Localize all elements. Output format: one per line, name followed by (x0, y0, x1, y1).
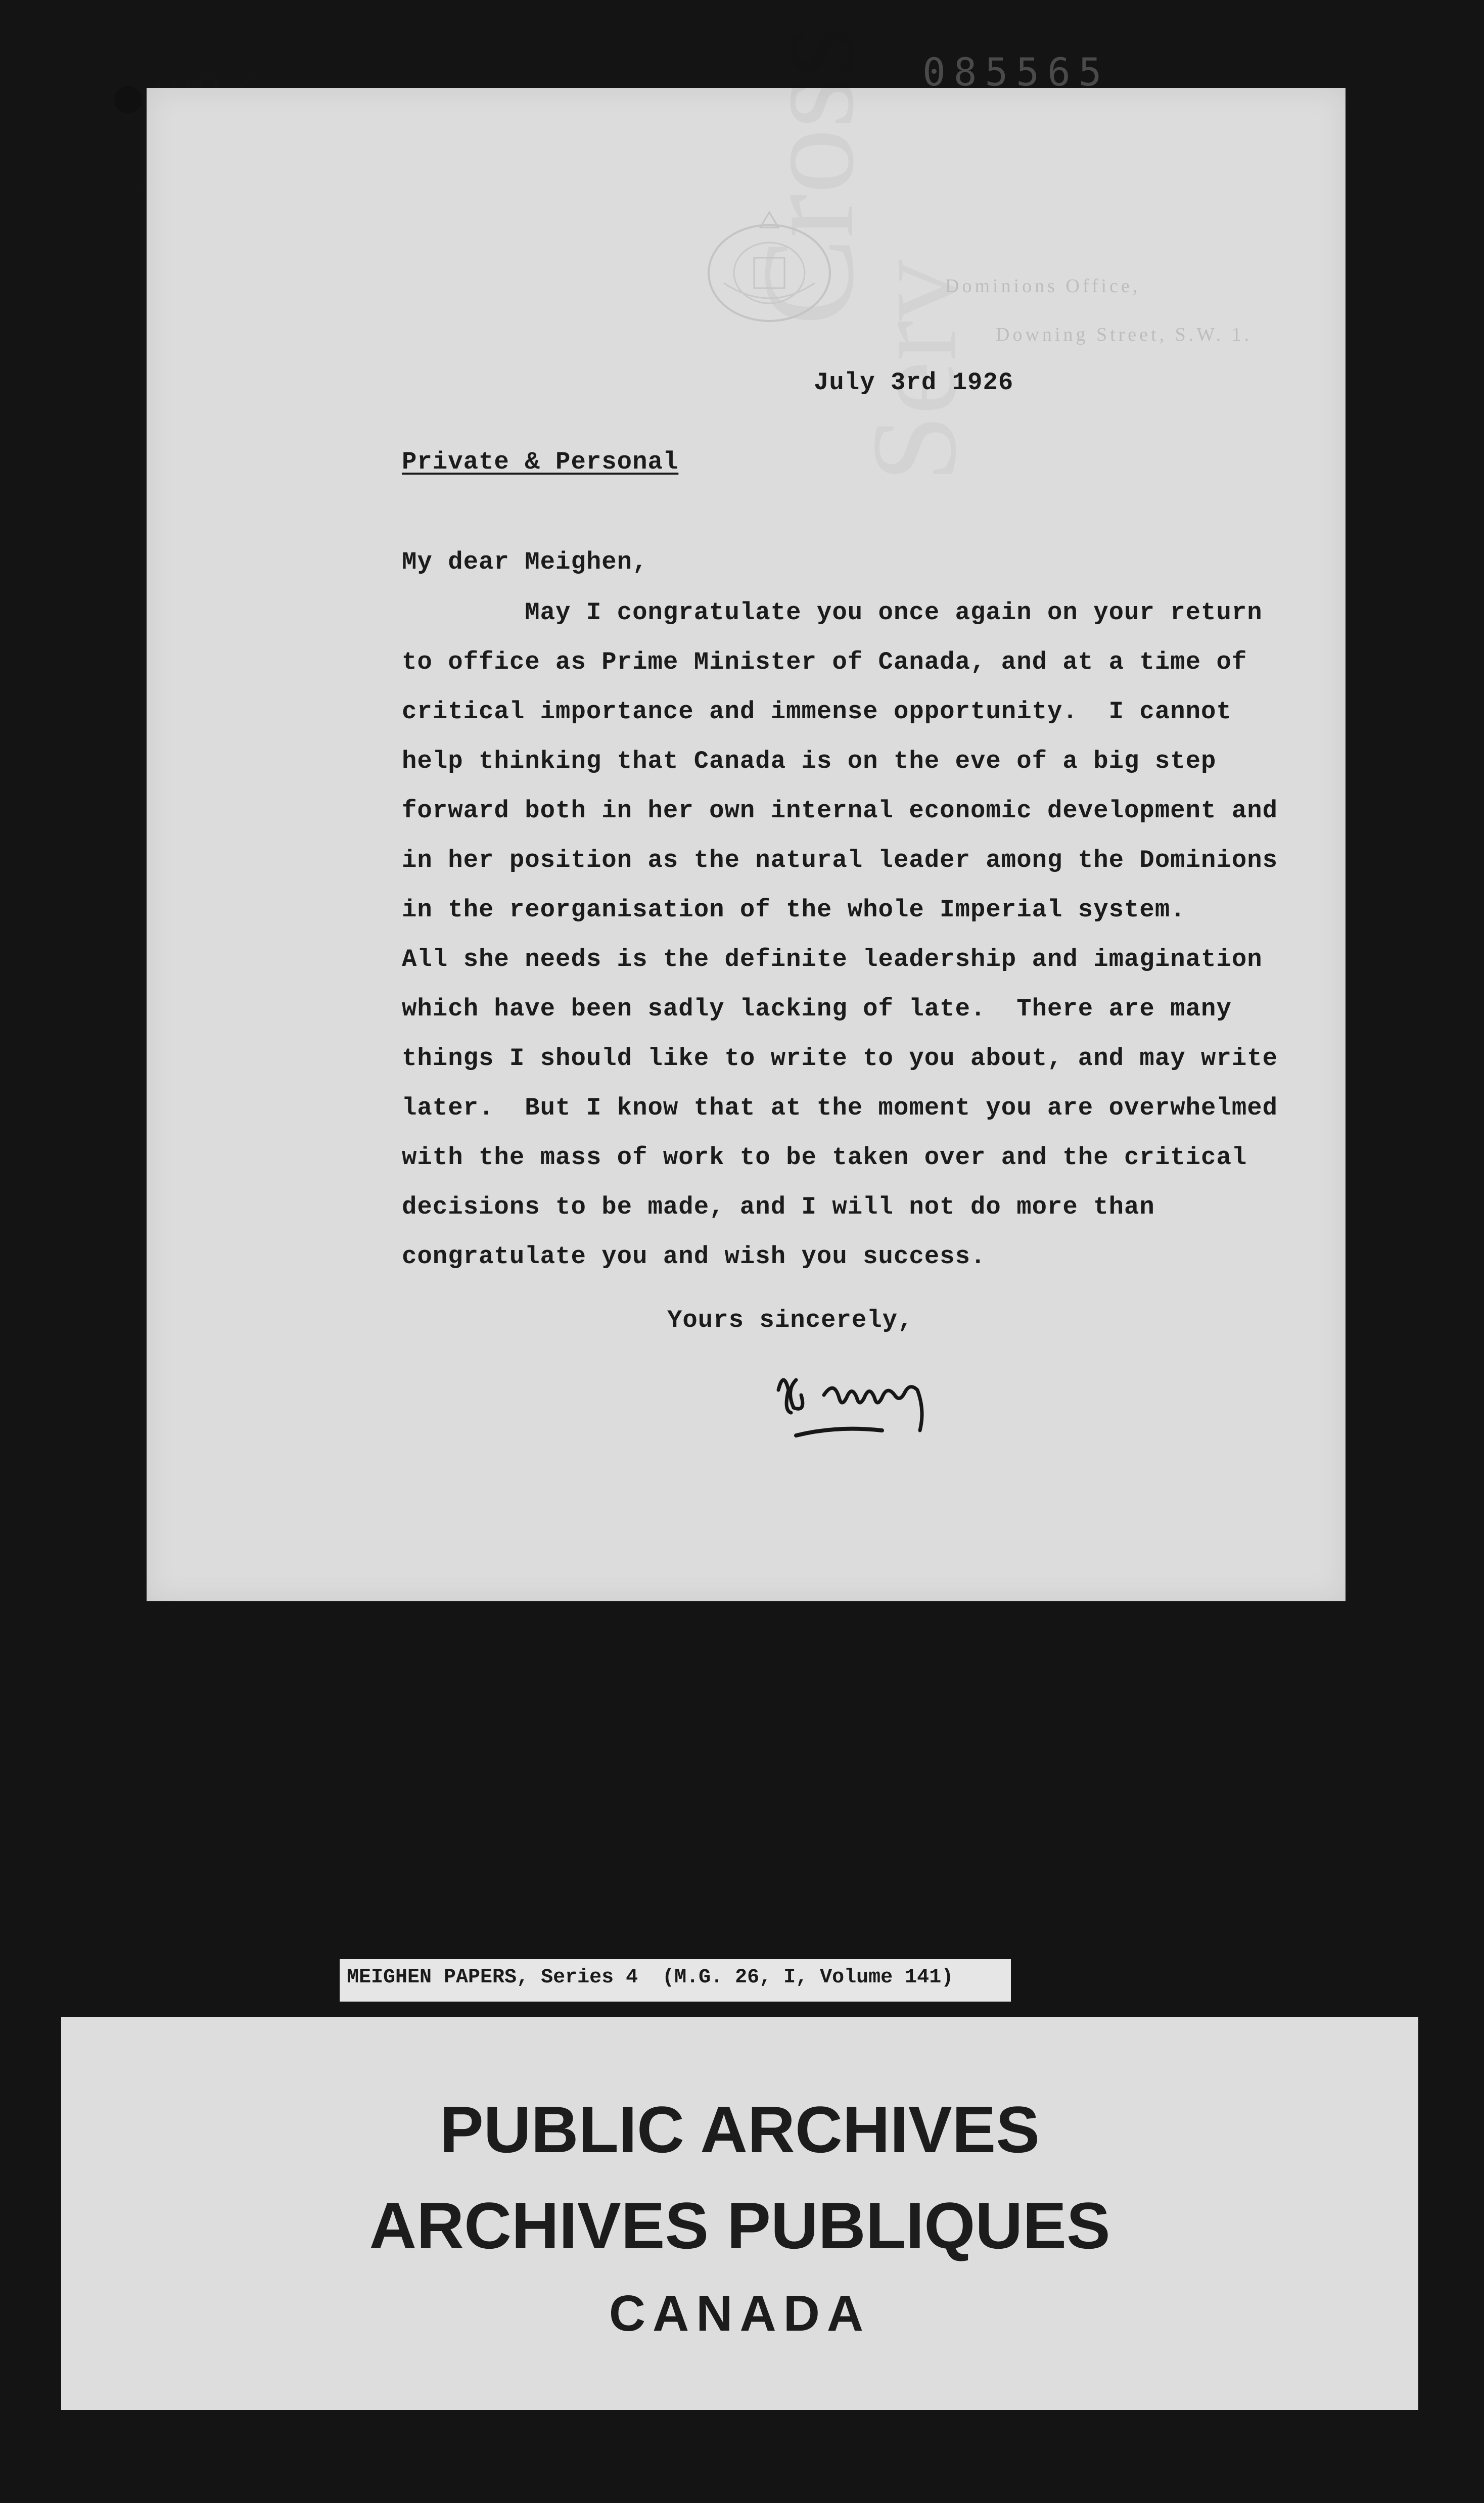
letter-closing: Yours sincerely, (667, 1306, 913, 1334)
body-line-9: which have been sadly lacking of late. There are many (402, 995, 1232, 1023)
body-line-13: decisions to be made, and I will not do more than (402, 1193, 1155, 1221)
embossed-crest-icon (693, 197, 845, 329)
body-line-1: May I congratulate you once again on your return (402, 598, 1263, 627)
body-line-2: to office as Prime Minister of Canada, and at a time of (402, 648, 1247, 676)
archives-banner (61, 2017, 1418, 2410)
letter-sheet (147, 88, 1346, 1601)
letterhead-office: Dominions Office, (945, 275, 1141, 297)
archives-line-french: ARCHIVES PUBLIQUES (369, 2189, 1110, 2262)
body-line-6: in her position as the natural leader among the Dominions (402, 846, 1278, 874)
collection-label (340, 1959, 1011, 2002)
body-line-3: critical importance and immense opportunity. I cannot (402, 698, 1232, 726)
archives-line-country: CANADA (609, 2285, 871, 2342)
body-line-5: forward both in her own internal economic development and (402, 797, 1278, 825)
body-line-11: later. But I know that at the moment you are overwhelmed (402, 1094, 1278, 1122)
document-number: 085565 (922, 50, 1110, 95)
body-line-4: help thinking that Canada is on the eve of a big step (402, 747, 1217, 775)
letter-date: July 3rd 1926 (814, 368, 1014, 397)
body-line-12: with the mass of work to be taken over and the critical (402, 1143, 1247, 1172)
body-line-14: congratulate you and wish you success. (402, 1242, 986, 1271)
archives-line-english: PUBLIC ARCHIVES (440, 2093, 1040, 2166)
body-line-8: All she needs is the definite leadership and imagination (402, 945, 1263, 974)
body-line-7: in the reorganisation of the whole Imperial system. (402, 896, 1186, 924)
handwritten-signature (768, 1360, 981, 1451)
letterhead-address: Downing Street, S.W. 1. (996, 324, 1253, 345)
letter-heading: Private & Personal (402, 448, 679, 476)
annotation-dot (114, 86, 142, 113)
collection-label-text: MEIGHEN PAPERS, Series 4 (M.G. 26, I, Volume 141) (347, 1966, 954, 1989)
letter-salutation: My dear Meighen, (402, 548, 648, 576)
body-line-10: things I should like to write to you about, and may write (402, 1044, 1278, 1073)
